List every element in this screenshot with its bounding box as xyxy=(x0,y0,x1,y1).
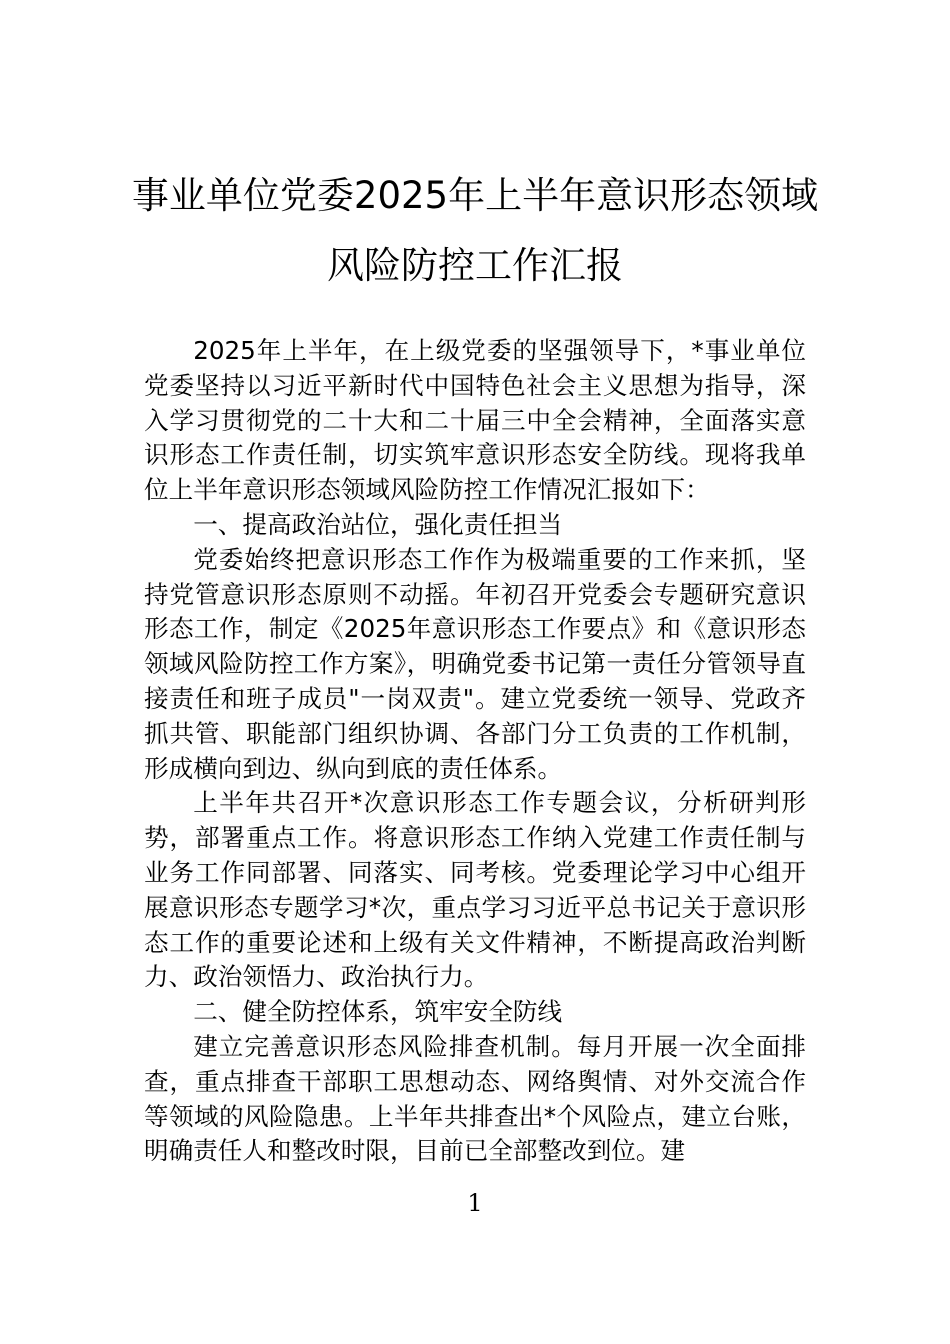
section-heading-2: 二、健全防控体系，筑牢安全防线 xyxy=(193,997,563,1027)
section-heading-1: 一、提高政治站位，强化责任担当 xyxy=(193,509,563,539)
body-paragraph: 党委始终把意识形态工作作为极端重要的工作来抓，坚持党管意识形态原则不动摇。年初召开党委会专题研究意识形态工作，制定《2025年意识形态工作要点》和《意识形态领域风险防控工作方案》，明确党委书记第一责任分管领导直接责任和班子成员"一岗双责"。建立党委统一领导、党政齐抓共管、职能部门组织协调、各部门分工负责的工作机制，形成横向到边、纵向到底的责任体系。 xyxy=(144,544,806,783)
document-title-line-2: 风险防控工作汇报 xyxy=(327,244,623,287)
body-paragraph: 上半年共召开*次意识形态工作专题会议，分析研判形势，部署重点工作。将意识形态工作纳入党建工作责任制与业务工作同部署、同落实、同考核。党委理论学习中心组开展意识形态专题学习*次，重点学习习近平总书记关于意识形态工作的重要论述和上级有关文件精神，不断提高政治判断力、政治领悟力、政治执行力。 xyxy=(144,788,806,992)
document-body xyxy=(144,334,806,1169)
page-number: 1 xyxy=(467,1189,483,1217)
body-paragraph: 建立完善意识形态风险排查机制。每月开展一次全面排查，重点排查干部职工思想动态、网络舆情、对外交流合作等领域的风险隐患。上半年共排查出*个风险点，建立台账，明确责任人和整改时限，目前已全部整改到位。建 xyxy=(144,1031,806,1166)
intro-paragraph: 2025年上半年，在上级党委的坚强领导下，*事业单位党委坚持以习近平新时代中国特色社会主义思想为指导，深入学习贯彻党的二十大和二十届三中全会精神，全面落实意识形态工作责任制，切实筑牢意识形态安全防线。现将我单位上半年意识形态领域风险防控工作情况汇报如下： xyxy=(144,336,806,505)
document-title-line-1: 事业单位党委2025年上半年意识形态领域 xyxy=(131,174,819,217)
